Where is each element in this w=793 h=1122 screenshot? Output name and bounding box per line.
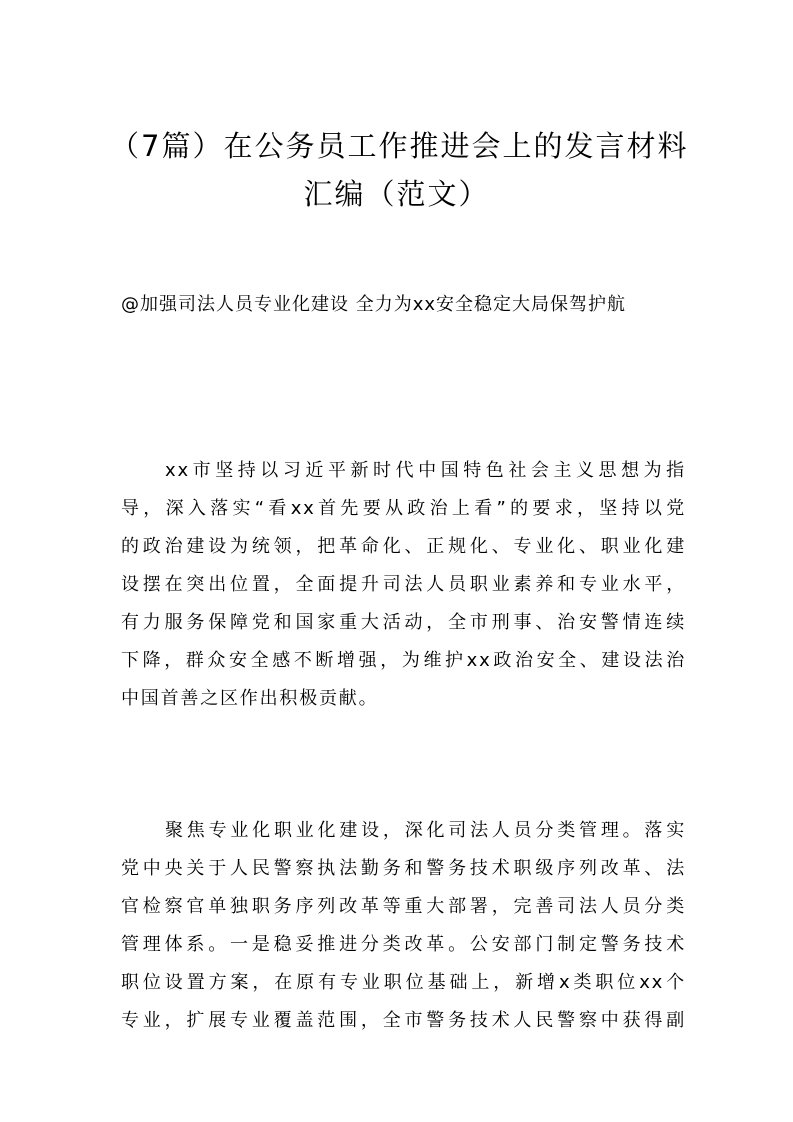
paragraph-line: 管理体系。一是稳妥推进分类改革。公安部门制定警务技术: [121, 934, 686, 955]
paragraph-line: 党中央关于人民警察执法勤务和警务技术职级序列改革、法: [121, 858, 686, 879]
title-line: （7篇）在公务员工作推进会上的发言材料: [110, 129, 689, 163]
body-paragraph: [121, 812, 686, 1040]
paragraph-line: 导，深入落实“看xx首先要从政治上看”的要求，坚持以党: [121, 498, 686, 519]
paragraph-line: 有力服务保障党和国家重大活动，全市刑事、治安警情连续: [121, 612, 686, 633]
paragraph-line: 中国首善之区作出积极贡献。: [121, 688, 379, 709]
paragraph-line: 官检察官单独职务序列改革等重大部署，完善司法人员分类: [121, 896, 686, 917]
title-line: 汇编（范文）: [303, 177, 490, 211]
paragraph-line: 的政治建设为统领，把革命化、正规化、专业化、职业化建: [121, 536, 686, 557]
body-paragraph: [121, 452, 686, 718]
paragraph-line: 下降，群众安全感不断增强，为维护xx政治安全、建设法治: [121, 650, 686, 671]
paragraph-line: xx市坚持以习近平新时代中国特色社会主义思想为指: [165, 460, 686, 481]
paragraph-line: 专业，扩展专业覆盖范围，全市警务技术人民警察中获得副: [121, 1010, 686, 1031]
paragraph-line: 设摆在突出位置，全面提升司法人员职业素养和专业水平，: [121, 574, 686, 595]
section-subtitle: @加强司法人员专业化建设 全力为xx安全稳定大局保驾护航: [121, 294, 627, 315]
paragraph-line: 聚焦专业化职业化建设，深化司法人员分类管理。落实: [165, 820, 686, 841]
document-title: [110, 122, 689, 218]
paragraph-line: 职位设置方案，在原有专业职位基础上，新增x类职位xx个: [121, 972, 686, 993]
